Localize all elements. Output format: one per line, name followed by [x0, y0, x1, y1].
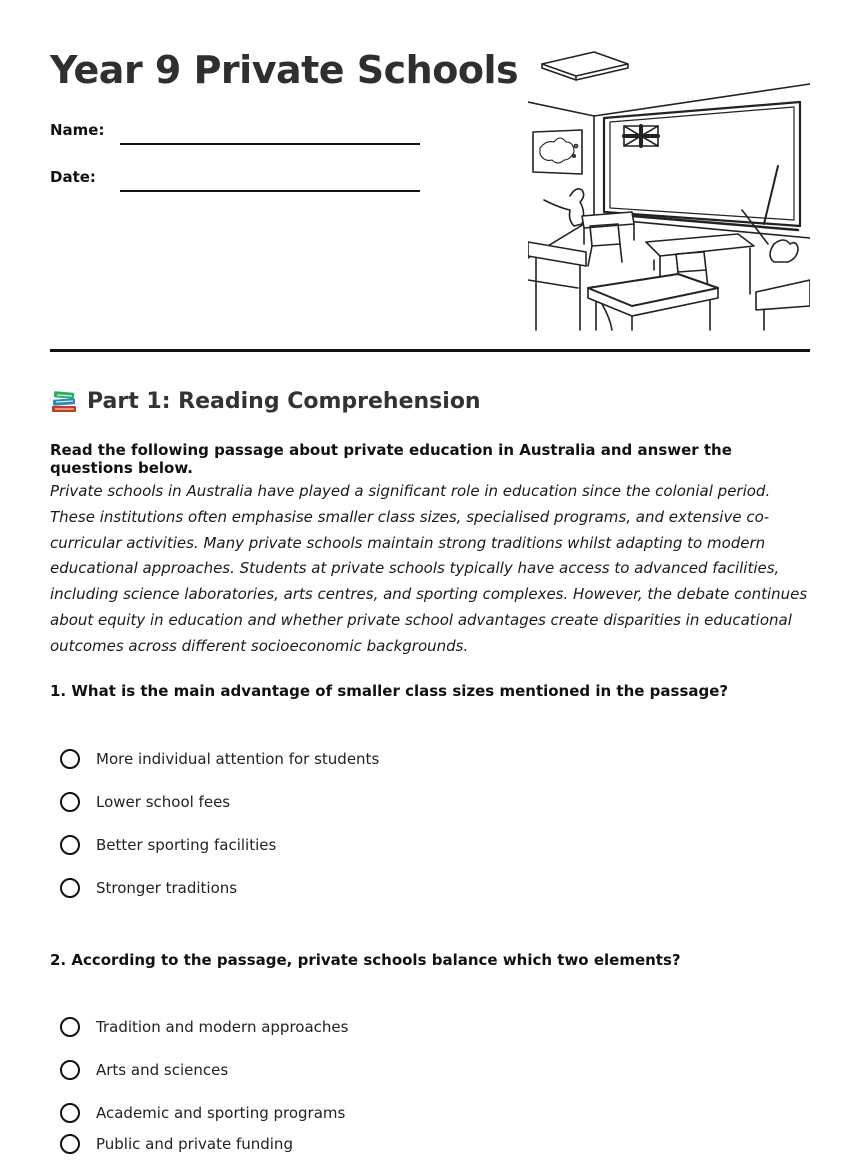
option-label: Tradition and modern approaches [96, 1018, 349, 1036]
date-field[interactable] [120, 190, 420, 192]
question-1-option-2[interactable] [60, 789, 230, 815]
option-label: Lower school fees [96, 793, 231, 811]
option-label: Better sporting facilities [96, 836, 277, 854]
radio-button[interactable] [60, 792, 80, 812]
books-emoji-icon [50, 388, 78, 414]
question-1-option-4[interactable] [60, 875, 237, 901]
question-2: 2. According to the passage, private schools balance which two elements? [50, 951, 681, 969]
classroom-illustration-icon [528, 48, 810, 332]
section-title: Part 1: Reading Comprehension [87, 388, 481, 414]
radio-button[interactable] [60, 878, 80, 898]
question-2-option-2[interactable] [60, 1057, 228, 1083]
section-heading [50, 388, 481, 414]
option-label: More individual attention for students [96, 750, 380, 768]
date-label: Date: [50, 168, 96, 186]
name-field[interactable] [120, 143, 420, 145]
radio-button[interactable] [60, 1017, 80, 1037]
instructions-text: Read the following passage about private education in Australia and answer the questions below. [50, 441, 732, 477]
question-2-option-3[interactable] [60, 1100, 345, 1126]
question-1-option-3[interactable] [60, 832, 276, 858]
option-label: Academic and sporting programs [96, 1104, 346, 1122]
radio-button[interactable] [60, 1060, 80, 1080]
radio-button[interactable] [60, 1134, 80, 1154]
reading-passage: Private schools in Australia have played a significant role in education since the colonial period. These institutions often emphasise smaller class sizes, specialised programs, and extensive co-curricular activities. Many private schools maintain strong traditions whilst adapting to modern educational approaches. Students at private schools typically have access to advanced facilities, including science laboratories, arts centres, and sporting complexes. However, the debate continues about equity in education and whether private school advantages create disparities in educational outcomes across different socioeconomic backgrounds. [50, 482, 808, 655]
section-divider [50, 349, 810, 352]
name-label: Name: [50, 121, 105, 139]
question-2-option-1[interactable] [60, 1014, 348, 1040]
page-title: Year 9 Private Schools [50, 48, 519, 92]
radio-button[interactable] [60, 749, 80, 769]
option-label: Stronger traditions [96, 879, 238, 897]
option-label: Arts and sciences [96, 1061, 229, 1079]
radio-button[interactable] [60, 1103, 80, 1123]
radio-button[interactable] [60, 835, 80, 855]
option-label: Public and private funding [96, 1135, 293, 1153]
question-1-option-1[interactable] [60, 746, 379, 772]
question-2-option-4[interactable] [60, 1131, 293, 1157]
question-1: 1. What is the main advantage of smaller class sizes mentioned in the passage? [50, 682, 729, 700]
